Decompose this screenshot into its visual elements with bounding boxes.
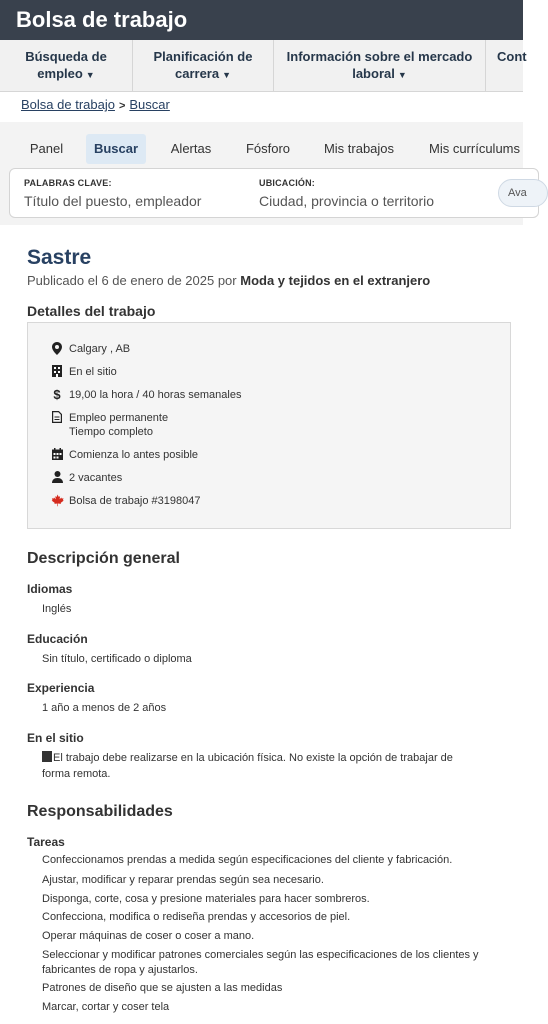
onsite-label: En el sitio bbox=[27, 731, 84, 745]
onsite-value-line-1: El trabajo debe realizarse en la ubicación física. No existe la opción de trabajar de bbox=[53, 752, 453, 764]
breadcrumb bbox=[21, 97, 170, 112]
task-item: Operar máquinas de coser o coser a mano. bbox=[42, 930, 255, 942]
job-details-heading: Detalles del trabajo bbox=[27, 303, 156, 319]
task-item: Disponga, corte, cosa y presione materiales para hacer sombreros. bbox=[42, 893, 370, 905]
tab-my-jobs[interactable]: Mis trabajos bbox=[323, 141, 395, 156]
keywords-label: PALABRAS CLAVE: bbox=[24, 178, 112, 188]
search-box bbox=[9, 168, 539, 218]
main-nav bbox=[0, 40, 527, 92]
nav-labour-market-label: Información sobre el mercado laboral bbox=[286, 49, 473, 81]
task-item: Seleccionar y modificar patrones comerciales según las especificaciones de los clientes y bbox=[42, 949, 479, 961]
nav-labour-market[interactable] bbox=[274, 40, 486, 92]
tab-alerts[interactable]: Alertas bbox=[170, 141, 212, 156]
breadcrumb-root-link[interactable]: Bolsa de trabajo bbox=[21, 97, 115, 112]
detail-employment bbox=[50, 411, 168, 439]
nav-job-search[interactable] bbox=[0, 40, 133, 92]
published-date: Publicado el 6 de enero de 2025 por bbox=[27, 273, 237, 288]
education-label: Educación bbox=[27, 632, 88, 646]
detail-vacancies bbox=[50, 471, 122, 487]
detail-location-text: Calgary , AB bbox=[69, 343, 131, 355]
task-item: Confecciona, modifica o rediseña prendas y accesorios de piel. bbox=[42, 911, 351, 923]
experience-value: 1 año a menos de 2 años bbox=[42, 702, 167, 714]
detail-job-bank-id bbox=[50, 494, 201, 511]
chevron-down-icon: ▼ bbox=[222, 70, 232, 80]
location-field[interactable] bbox=[259, 178, 434, 209]
nav-job-search-label: Búsqueda de empleo bbox=[25, 49, 107, 81]
employment-type: Empleo permanente bbox=[69, 412, 169, 424]
keywords-field[interactable] bbox=[24, 178, 201, 209]
building-icon bbox=[42, 751, 52, 762]
job-details-box bbox=[27, 322, 511, 529]
nav-contact[interactable] bbox=[486, 40, 546, 92]
tab-match[interactable]: Fósforo bbox=[245, 141, 291, 156]
detail-employment-text bbox=[69, 411, 168, 439]
tasks-label: Tareas bbox=[27, 835, 65, 849]
task-item-continuation: fabricantes de ropa y ajustarlos. bbox=[42, 964, 198, 976]
document-icon bbox=[50, 411, 64, 427]
map-pin-icon bbox=[50, 342, 64, 359]
detail-job-bank-id-text: Bolsa de trabajo #3198047 bbox=[69, 495, 201, 507]
detail-workplace bbox=[50, 365, 117, 381]
app-title[interactable]: Bolsa de trabajo bbox=[16, 7, 188, 32]
task-item: Marcar, cortar y coser tela bbox=[42, 1001, 170, 1013]
languages-value: Inglés bbox=[42, 603, 72, 615]
onsite-value bbox=[42, 750, 512, 782]
task-item: Patrones de diseño que se ajusten a las medidas bbox=[42, 982, 283, 994]
maple-leaf-icon bbox=[50, 494, 64, 511]
advanced-search-button[interactable]: Ava bbox=[498, 179, 548, 207]
building-icon bbox=[50, 365, 64, 381]
calendar-icon bbox=[50, 448, 64, 464]
chevron-down-icon: ▼ bbox=[397, 70, 407, 80]
detail-start-text: Comienza lo antes posible bbox=[69, 449, 199, 461]
nav-contact-label: Cont bbox=[497, 49, 527, 64]
employer-name: Moda y tejidos en el extranjero bbox=[240, 273, 431, 288]
task-item: Ajustar, modificar y reparar prendas según sea necesario. bbox=[42, 874, 324, 886]
detail-vacancies-text: 2 vacantes bbox=[69, 472, 123, 484]
detail-workplace-text: En el sitio bbox=[69, 366, 117, 378]
keywords-input[interactable]: Título del puesto, empleador bbox=[24, 193, 202, 209]
chevron-down-icon: ▼ bbox=[85, 70, 95, 80]
published-line bbox=[27, 273, 430, 288]
breadcrumb-current-link[interactable]: Buscar bbox=[129, 97, 170, 112]
detail-salary bbox=[50, 388, 241, 402]
dollar-icon: $ bbox=[53, 387, 61, 402]
education-value: Sin título, certificado o diploma bbox=[42, 653, 192, 665]
person-icon bbox=[50, 471, 64, 487]
responsibilities-heading: Responsabilidades bbox=[27, 803, 173, 820]
location-input[interactable]: Ciudad, provincia o territorio bbox=[259, 193, 435, 209]
detail-start bbox=[50, 448, 198, 464]
top-bar bbox=[0, 0, 523, 40]
location-label: UBICACIÓN: bbox=[259, 178, 315, 188]
task-item: Confeccionamos prendas a medida según especificaciones del cliente y fabricación. bbox=[42, 854, 453, 866]
nav-career-planning-label: Planificación de carrera bbox=[153, 49, 253, 81]
languages-label: Idiomas bbox=[27, 582, 73, 596]
onsite-value-line-2: forma remota. bbox=[42, 768, 111, 780]
overview-heading: Descripción general bbox=[27, 550, 180, 567]
experience-label: Experiencia bbox=[27, 681, 95, 695]
detail-salary-text: 19,00 la hora / 40 horas semanales bbox=[69, 389, 242, 401]
tab-search[interactable]: Buscar bbox=[86, 134, 146, 164]
employment-schedule: Tiempo completo bbox=[69, 426, 153, 438]
nav-career-planning[interactable] bbox=[133, 40, 274, 92]
breadcrumb-separator: > bbox=[118, 100, 126, 112]
job-title: Sastre bbox=[27, 246, 92, 269]
tab-my-resumes[interactable]: Mis currículums bbox=[429, 141, 521, 156]
tab-panel[interactable]: Panel bbox=[29, 141, 64, 156]
detail-location bbox=[50, 342, 130, 359]
